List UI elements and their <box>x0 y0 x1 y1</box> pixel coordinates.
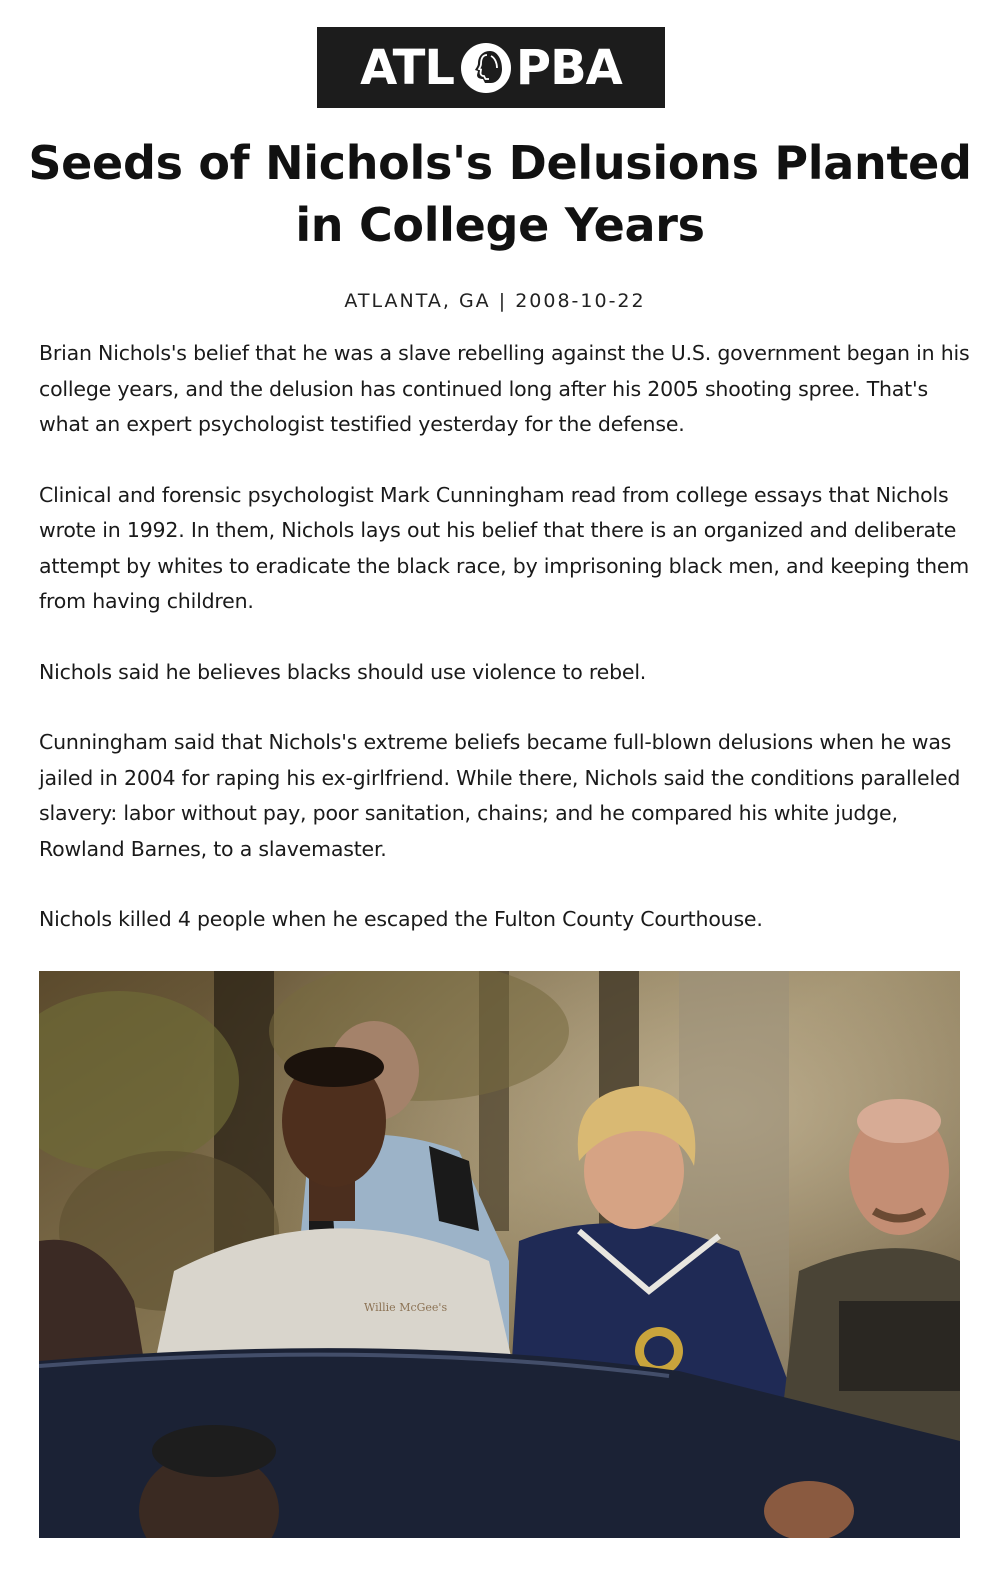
dateline <box>0 290 990 312</box>
article-headline: Seeds of Nichols's Delusions Planted in College Years <box>28 136 972 252</box>
article-paragraph: Clinical and forensic psychologist Mark Cunningham read from college essays that Nichols wrote in 1992. In them, Nichols lays out his belief that there is an organized and deliberate attempt by whites to eradicate the black race, by imprisoning black men, and keeping them from having children. <box>39 482 970 613</box>
article-paragraph: Nichols killed 4 people when he escaped the Fulton County Courthouse. <box>39 907 763 931</box>
article-paragraph: Cunningham said that Nichols's extreme beliefs became full-blown delusions when he was jailed in 2004 for raping his ex-girlfriend. While there, Nichols said the conditions paralleled slavery: labor without pay, poor sanitation, chains; and he compared his white judge, Rowland Barnes, to a slavemaster. <box>39 730 961 861</box>
dateline-separator: | <box>498 290 508 312</box>
article-paragraph: Nichols said he believes blacks should use violence to rebel. <box>39 659 647 684</box>
dateline-date: 2008-10-22 <box>515 290 646 312</box>
article-photo <box>39 971 960 1538</box>
logo-right-text: PBA <box>515 39 622 96</box>
article-body <box>39 336 974 973</box>
logo-left-text: ATL <box>360 39 454 96</box>
shirt-text: Willie McGee's <box>364 1301 448 1314</box>
dateline-location: ATLANTA, GA <box>344 290 491 312</box>
article-paragraph: Brian Nichols's belief that he was a slave rebelling against the U.S. government began in his college years, and the delusion has continued long after his 2005 shooting spree. That's what an expert psychologist testified yesterday for the defense. <box>39 341 970 436</box>
station-logo[interactable] <box>317 27 665 108</box>
news-photo-illustration <box>39 971 960 1538</box>
pbs-head-icon <box>460 42 512 94</box>
